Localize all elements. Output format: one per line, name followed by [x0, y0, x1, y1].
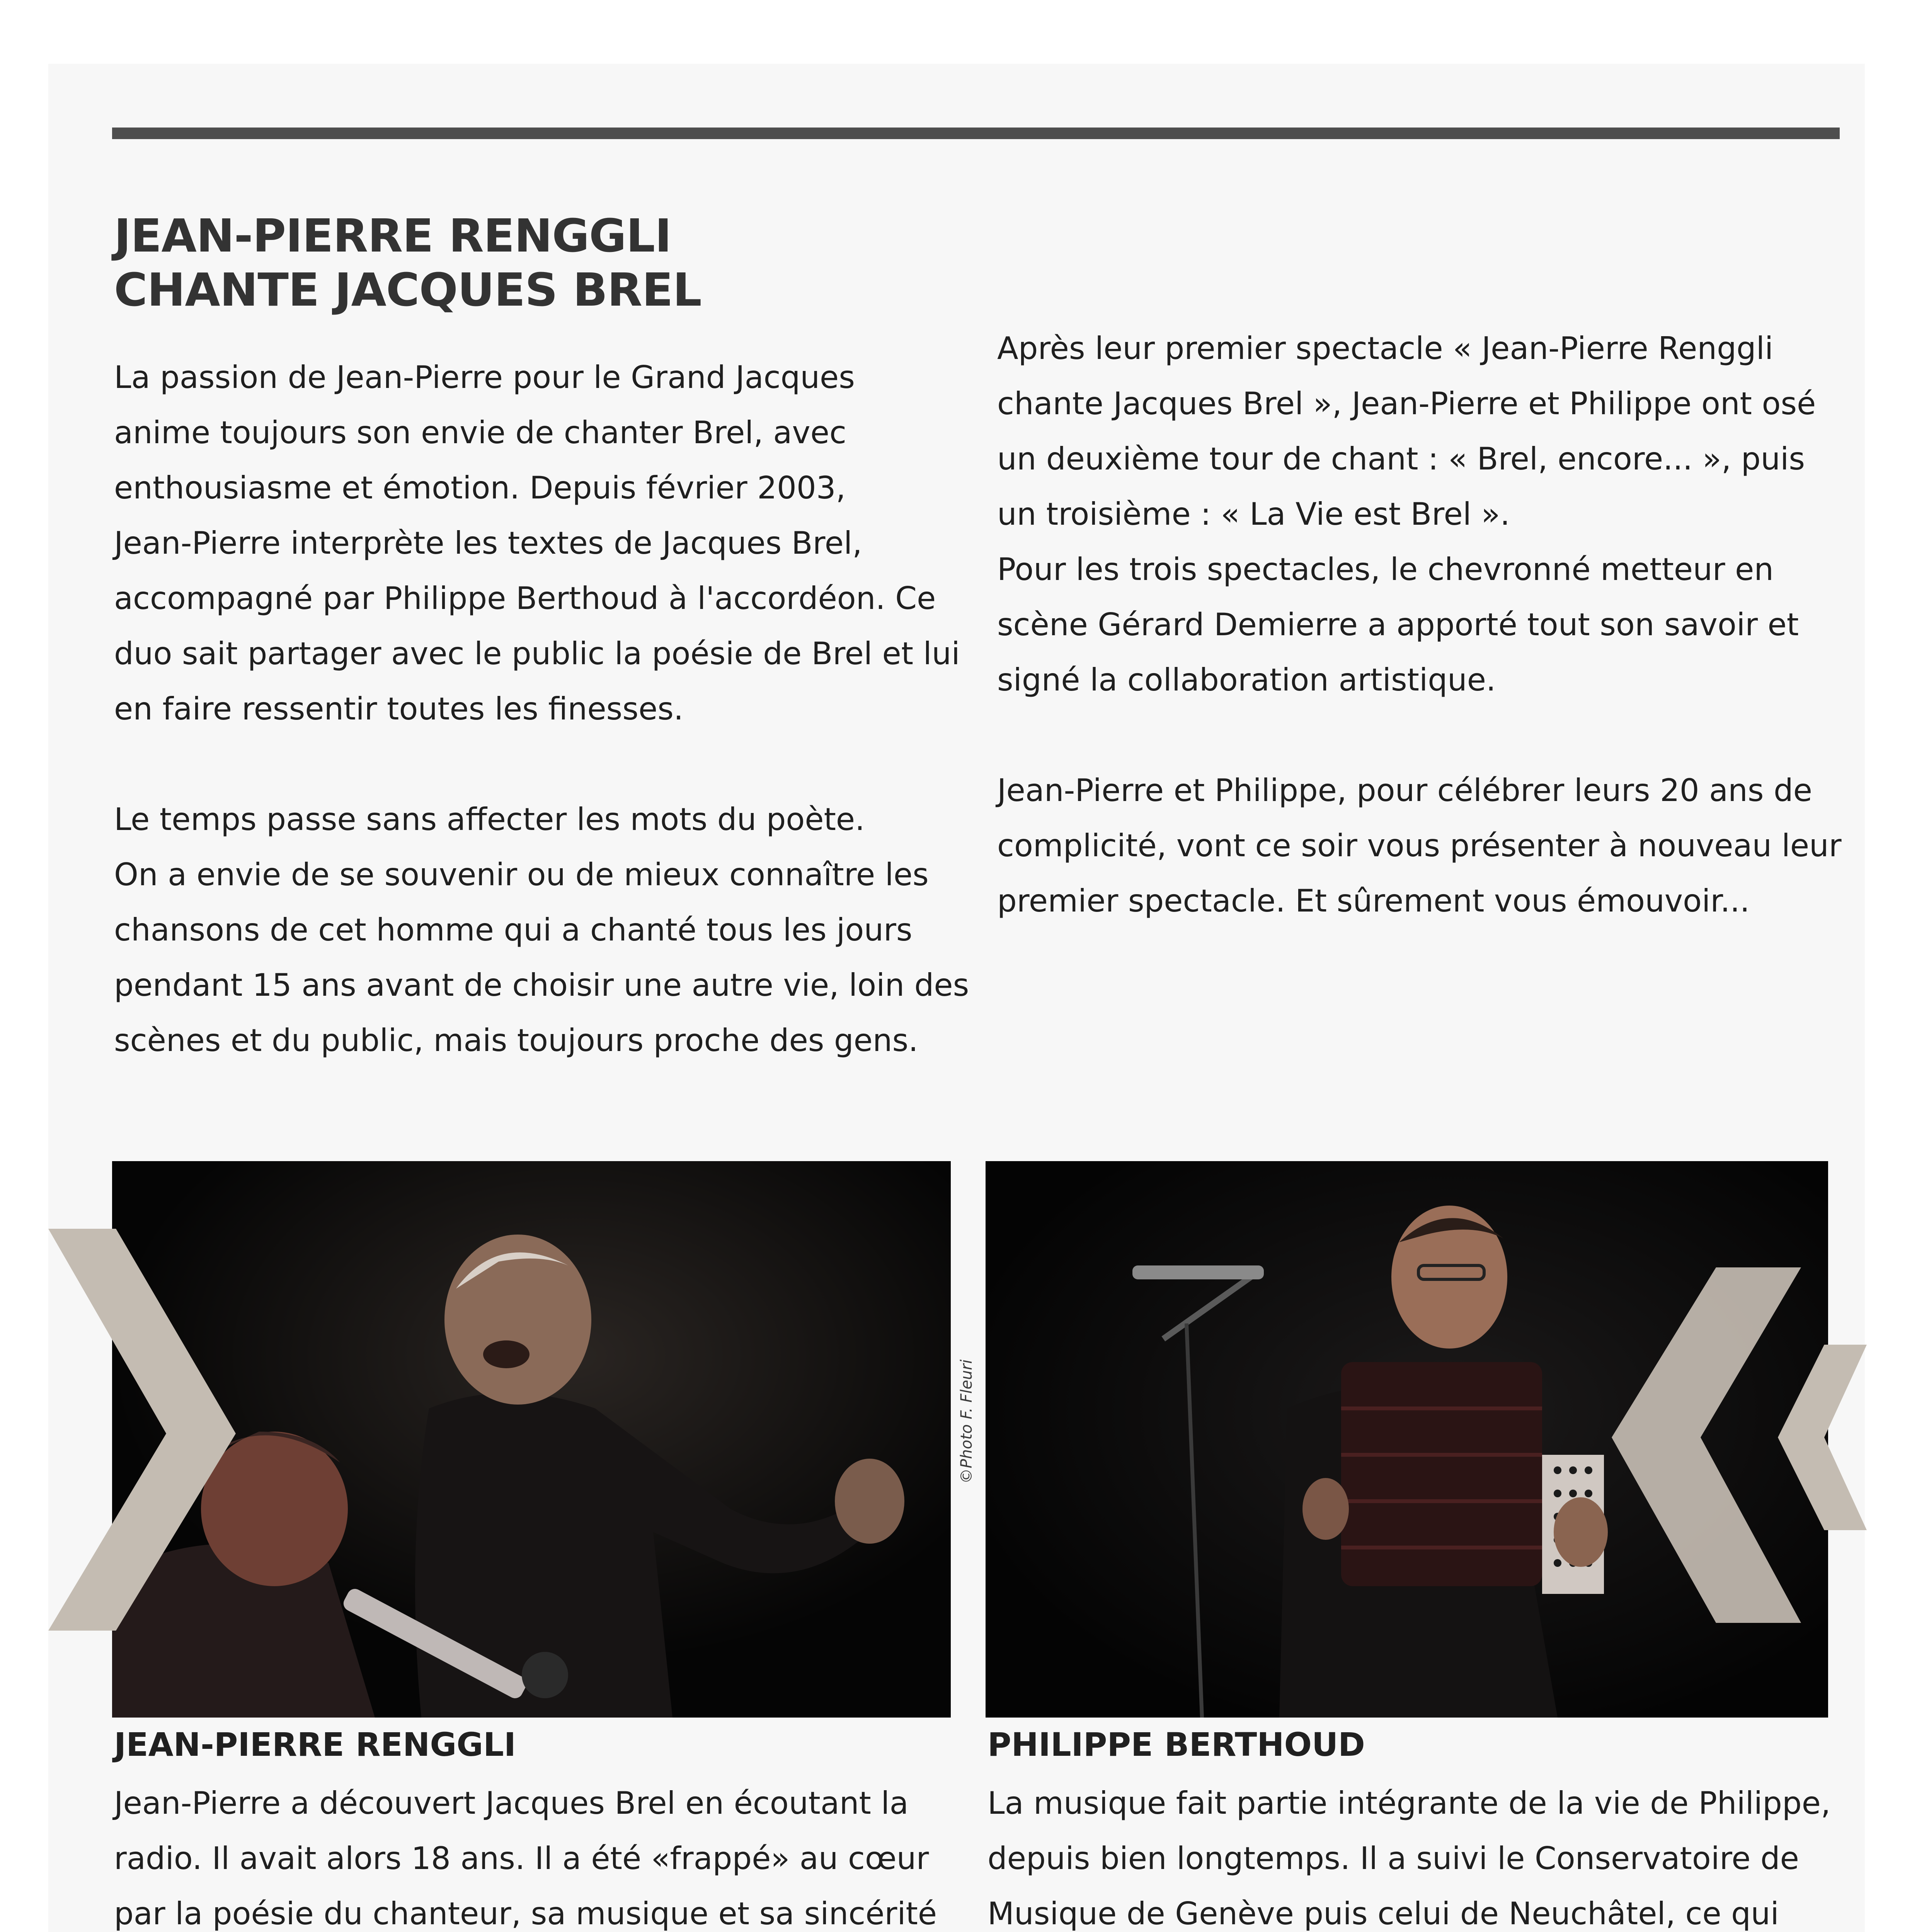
intro-right-paragraph: Après leur premier spectacle « Jean-Pierre Renggli chante Jacques Brel », Jean-Pierre et Philippe ont osé un deuxième tour de chant : « Brel, encore... », puis un troisième : « La Vie est Brel ». Pour les trois spectacles, le chevronné metteur en scène Gérard Demierre a apporté tout son savoir et signé la collaboration artistique. [997, 330, 1816, 698]
chevron-right-icon [48, 1229, 236, 1631]
title-line-2: CHANTE JACQUES BREL [114, 263, 701, 316]
intro-right-paragraph: Jean-Pierre et Philippe, pour célébrer leurs 20 ans de complicité, vont ce soir vous présenter à nouveau leur premier spectacle. Et sûrement vous émouvoir... [997, 772, 1842, 919]
section-heading-jean-pierre: JEAN-PIERRE RENGGLI [114, 1726, 516, 1764]
intro-left-paragraph: Le temps passe sans affecter les mots du poète. On a envie de se souvenir ou de mieux connaître les chansons de cet homme qui a chanté tous les jours pendant 15 ans avant de choisir une autre vie, loin des scènes et du public, mais toujours proche des gens. [114, 801, 969, 1058]
chevron-left-icon [1612, 1267, 1801, 1623]
bio-right-column [987, 1776, 1865, 1932]
section-heading-philippe: PHILIPPE BERTHOUD [987, 1726, 1365, 1764]
bio-right-paragraph: La musique fait partie intégrante de la vie de Philippe, depuis bien longtemps. Il a suivi le Conservatoire de Musique de Genève puis celui de Neuchâtel, ce qui [987, 1785, 1831, 1932]
chevron-left-icon [1778, 1345, 1867, 1530]
bio-left-paragraph: Jean-Pierre a découvert Jacques Brel en écoutant la radio. Il avait alors 18 ans. Il a été «frappé» au cœur par la poésie du chanteur, sa musique et sa sincérité [114, 1785, 937, 1932]
title-line-1: JEAN-PIERRE RENGGLI [114, 209, 671, 262]
intro-left-paragraph: La passion de Jean-Pierre pour le Grand Jacques anime toujours son envie de chanter Brel, avec enthousiasme et émotion. Depuis février 2003, Jean-Pierre interprète les textes de Jacques Brel, accompagné par Philippe Berthoud à l'accordéon. Ce duo sait partager avec le public la poésie de Brel et lui en faire ressentir toutes les finesses. [114, 359, 960, 727]
photo-credit: ©Photo F. Fleuri [958, 1359, 976, 1484]
bio-left-column [114, 1776, 1003, 1932]
